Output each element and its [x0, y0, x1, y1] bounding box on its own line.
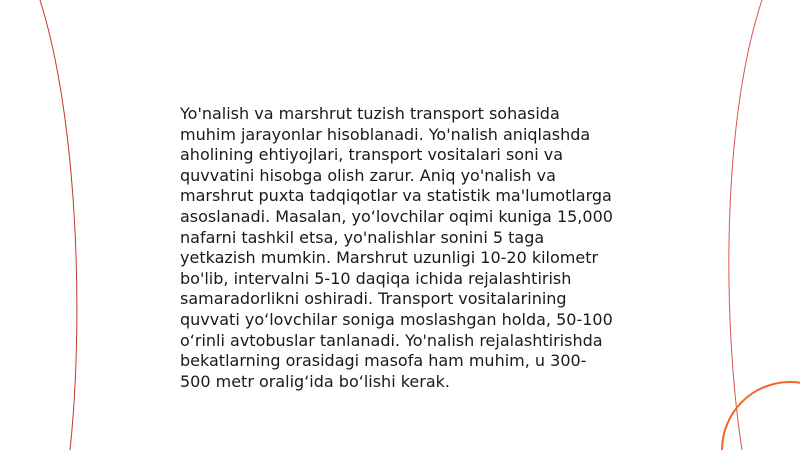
- left-arc-line: [40, 0, 77, 450]
- body-paragraph: Yo'nalish va marshrut tuzish transport sohasida muhim jarayonlar hisoblanadi. Yo'nalish aniqlashda aholining ehtiyojlari, transport vositalari soni va quvvatini hisobga olish zarur. Aniq yo'nalish va marshrut puxta tadqiqotlar va statistik ma'lumotlarga asoslanadi. Masalan, yo‘lovchilar oqimi kuniga 15,000 nafarni tashkil etsa, yo'nalishlar sonini 5 taga yetkazish mumkin. Marshrut uzunligi 10-20 kilometr bo'lib, intervalni 5-10 daqiqa ichida rejalashtirish samaradorlikni oshiradi. Transport vositalarining quvvati yo‘lovchilar soniga moslashgan holda, 50-100 o‘rinli avtobuslar tanlanadi. Yo'nalish rejalashtirishda bekatlarning orasidagi masofa ham muhim, u 300- 500 metr oralig‘ida bo‘lishi kerak.: [180, 104, 613, 391]
- right-arc-line: [729, 0, 762, 450]
- accent-circle: [722, 382, 800, 450]
